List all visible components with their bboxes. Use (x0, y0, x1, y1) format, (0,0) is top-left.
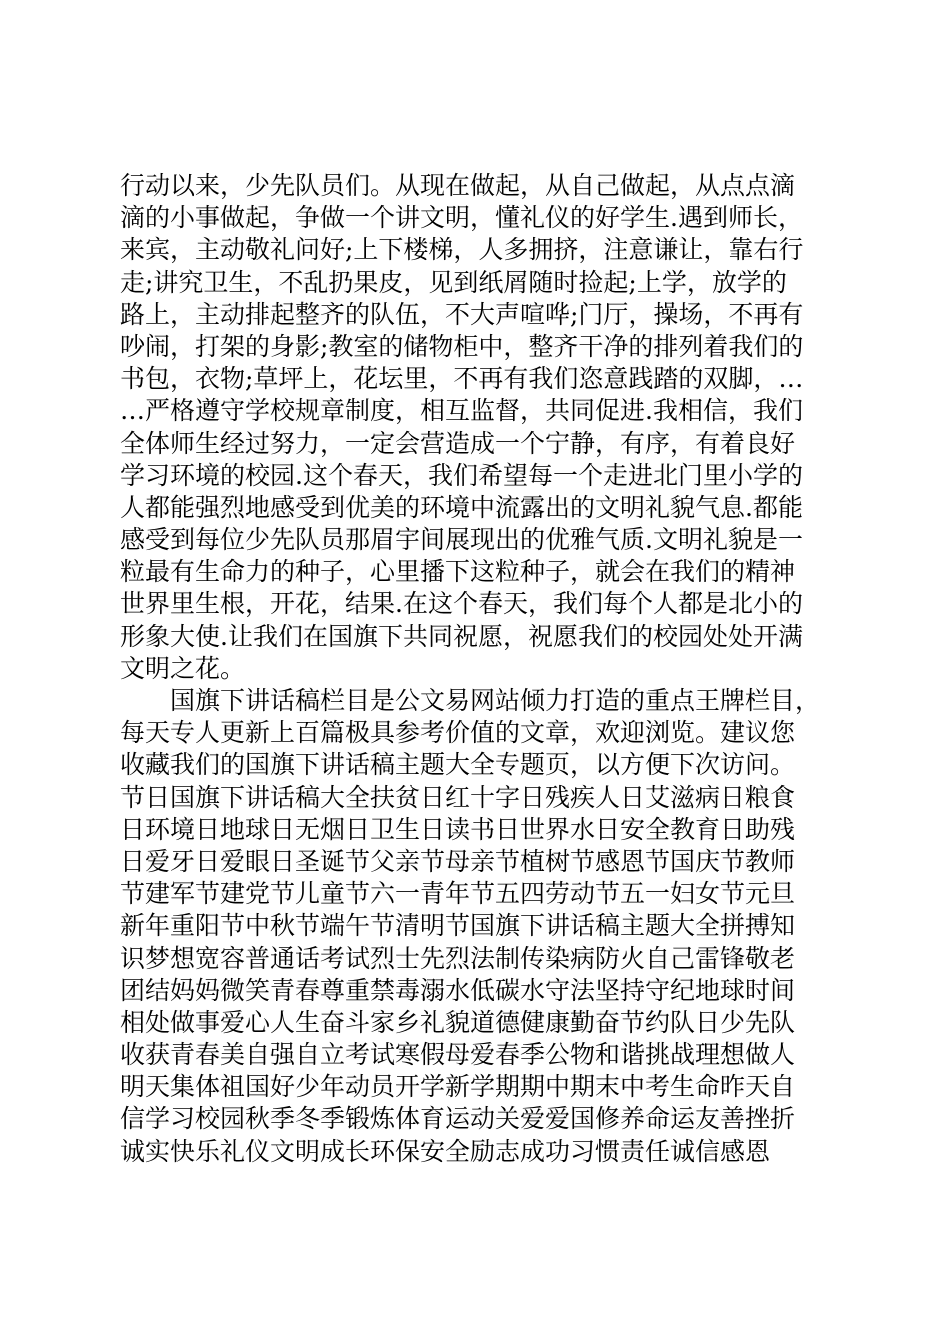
text-line: 来宾，主动敬礼问好;上下楼梯，人多拥挤，注意谦让，靠右行 (120, 235, 804, 265)
text-line: 团结妈妈微笑青春尊重禁毒溺水低碳水守法坚持守纪地球时间 (120, 975, 796, 1005)
text-line: 日环境日地球日无烟日卫生日读书日世界水日安全教育日助残 (120, 814, 796, 844)
text-line: 日爱牙日爱眼日圣诞节父亲节母亲节植树节感恩节国庆节教师 (120, 846, 796, 876)
text-line: 收藏我们的国旗下讲话稿主题大全专题页，以方便下次访问。 (120, 750, 796, 780)
text-line: 走;讲究卫生，不乱扔果皮，见到纸屑随时捡起;上学，放学的 (120, 267, 787, 297)
text-line: 书包，衣物;草坪上，花坛里，不再有我们恣意践踏的双脚，… (120, 364, 804, 394)
body-text (120, 170, 832, 1168)
text-line: 行动以来，少先队员们。从现在做起，从自己做起，从点点滴 (120, 171, 796, 200)
text-line: 形象大使.让我们在国旗下共同祝愿，祝愿我们的校园处处开满 (120, 621, 803, 651)
text-line: …严格遵守学校规章制度，相互监督，共同促进.我相信，我们 (120, 396, 803, 426)
text-line: 新年重阳节中秋节端午节清明节国旗下讲话稿主题大全拼搏知 (120, 911, 796, 941)
paragraph-speech-body (120, 170, 832, 685)
text-line: 学习环境的校园.这个春天，我们希望每一个走进北门里小学的 (120, 460, 803, 490)
text-line-indented: 国旗下讲话稿栏目是公文易网站倾力打造的重点王牌栏目， (170, 686, 821, 715)
paragraph-site-notice (120, 685, 832, 1168)
text-line: 信学习校园秋季冬季锻炼体育运动关爱爱国修养命运友善挫折 (120, 1104, 796, 1134)
text-line: 明天集体祖国好少年动员开学新学期期中期末中考生命昨天自 (120, 1072, 796, 1102)
text-line: 节日国旗下讲话稿大全扶贫日红十字日残疾人日艾滋病日粮食 (120, 782, 796, 812)
text-line: 诚实快乐礼仪文明成长环保安全励志成功习惯责任诚信感恩 (120, 1136, 771, 1166)
text-line: 文明之花。 (120, 653, 246, 683)
text-line: 收获青春美自强自立考试寒假母爱春季公物和谐挑战理想做人 (120, 1040, 796, 1070)
text-line: 每天专人更新上百篇极具参考价值的文章，欢迎浏览。建议您 (120, 718, 796, 748)
text-line: 路上，主动排起整齐的队伍，不大声喧哗;门厅，操场，不再有 (120, 299, 804, 329)
text-line: 吵闹，打架的身影;教室的储物柜中，整齐干净的排列着我们的 (120, 331, 804, 361)
text-line: 相处做事爱心人生奋斗家乡礼貌道德健康勤奋节约队日少先队 (120, 1007, 796, 1037)
text-line: 识梦想宽容普通话考试烈士先烈法制传染病防火自己雷锋敬老 (120, 943, 796, 973)
text-line: 全体师生经过努力，一定会营造成一个宁静，有序，有着良好 (120, 428, 796, 458)
text-line: 粒最有生命力的种子，心里播下这粒种子，就会在我们的精神 (120, 557, 796, 587)
text-line: 滴的小事做起，争做一个讲文明，懂礼仪的好学生.遇到师长， (120, 203, 803, 233)
text-line: 世界里生根，开花，结果.在这个春天，我们每个人都是北小的 (120, 589, 803, 619)
text-line: 感受到每位少先队员那眉宇间展现出的优雅气质.文明礼貌是一 (120, 525, 803, 555)
text-line: 节建军节建党节儿童节六一青年节五四劳动节五一妇女节元旦 (120, 879, 796, 909)
text-line: 人都能强烈地感受到优美的环境中流露出的文明礼貌气息.都能 (120, 492, 803, 522)
